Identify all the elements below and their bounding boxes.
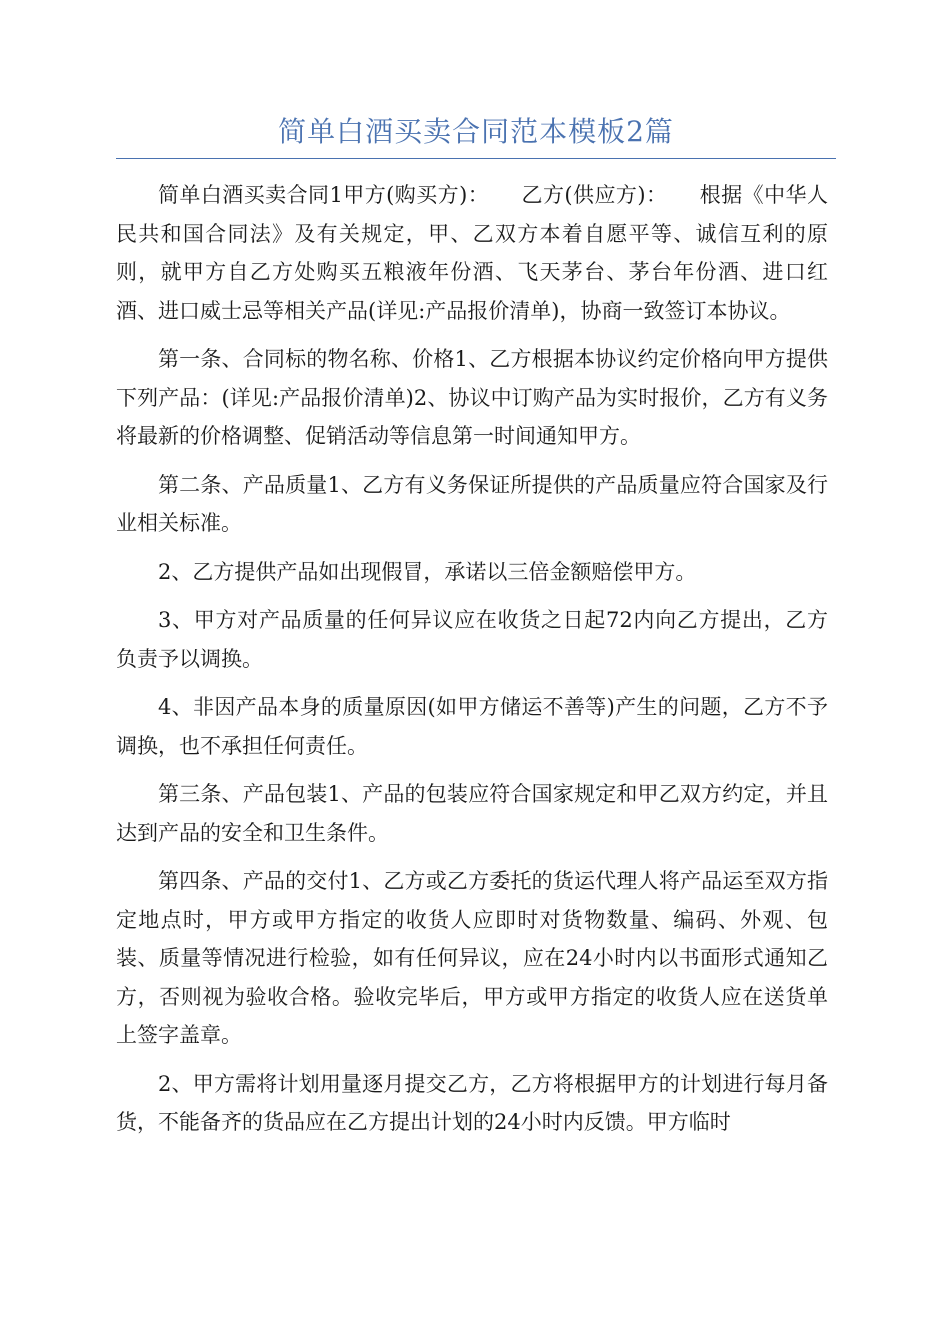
paragraph: 第二条、产品质量1、乙方有义务保证所提供的产品质量应符合国家及行业相关标准。 [116, 472, 828, 535]
paragraph: 4、非因产品本身的质量原因(如甲方储运不善等)产生的问题，乙方不予调换，也不承担任何责任。 [116, 695, 828, 758]
document-title: 简单白酒买卖合同范本模板2篇 [278, 115, 674, 148]
paragraph: 第三条、产品包装1、产品的包装应符合国家规定和甲乙双方约定，并且达到产品的安全和卫生条件。 [116, 782, 828, 845]
document-body [116, 176, 828, 1152]
paragraph: 3、甲方对产品质量的任何异议应在收货之日起72内向乙方提出，乙方负责予以调换。 [116, 608, 828, 671]
paragraph: 第一条、合同标的物名称、价格1、乙方根据本协议约定价格向甲方提供下列产品：(详见:产品报价清单)2、协议中订购产品为实时报价，乙方有义务将最新的价格调整、促销活动等信息第一时间通知甲方。 [116, 347, 828, 448]
paragraph: 2、甲方需将计划用量逐月提交乙方，乙方将根据甲方的计划进行每月备货，不能备齐的货品应在乙方提出计划的24小时内反馈。甲方临时 [116, 1071, 828, 1134]
paragraph: 第四条、产品的交付1、乙方或乙方委托的货运代理人将产品运至双方指定地点时，甲方或甲方指定的收货人应即时对货物数量、编码、外观、包装、质量等情况进行检验，如有任何异议，应在24小时内以书面形式通知乙方，否则视为验收合格。验收完毕后，甲方或甲方指定的收货人应在送货单上签字盖章。 [116, 869, 828, 1047]
paragraph: 2、乙方提供产品如出现假冒，承诺以三倍金额赔偿甲方。 [158, 559, 697, 584]
paragraph: 简单白酒买卖合同1甲方(购买方)： 乙方(供应方)： 根据《中华人民共和国合同法》及有关规定，甲、乙双方本着自愿平等、诚信互利的原则，就甲方自乙方处购买五粮液年份酒、飞天茅台、茅台年份酒、进口红酒、进口威士忌等相关产品(详见:产品报价清单)，协商一致签订本协议。 [116, 183, 828, 323]
title-block [116, 112, 836, 159]
